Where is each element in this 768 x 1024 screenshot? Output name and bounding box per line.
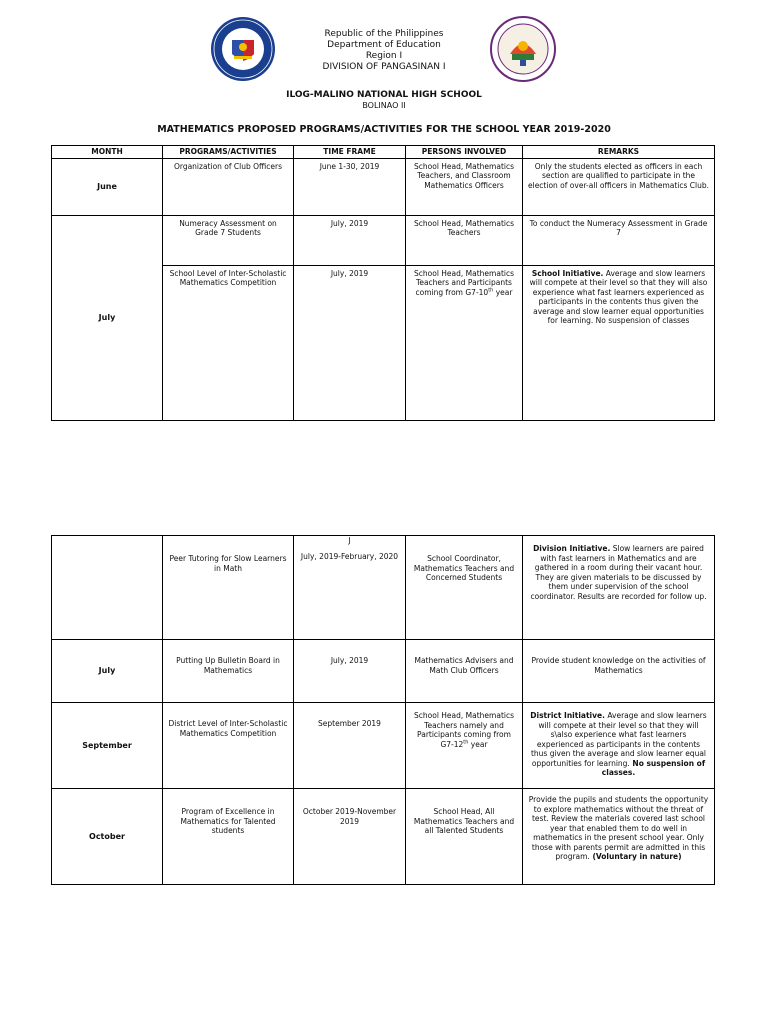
remarks-cell [523,265,715,420]
program-cell: Numeracy Assessment on Grade 7 Students [163,215,294,265]
remarks-cell [523,536,715,640]
program-cell: Peer Tutoring for Slow Learners in Math [163,536,294,640]
ordinal-suffix: th [463,739,469,745]
persons-cell: School Head, All Mathematics Teachers and all Talented Students [406,789,523,885]
persons-cell: School Head, Mathematics Teachers [406,215,523,265]
table-row [52,536,715,640]
persons-cell [406,265,523,420]
header-line-region: Region I [365,51,403,61]
school-name: ILOG-MALINO NATIONAL HIGH SCHOOL [286,90,482,100]
persons-text-end: year [493,287,513,297]
persons-cell: School Head, Mathematics Teachers, and Classroom Mathematics Officers [406,158,523,215]
remarks-bold-note: No suspension of classes. [601,758,706,777]
persons-cell [406,703,523,789]
programs-table-page1 [51,145,715,421]
initiative-label: District Initiative. [530,711,605,720]
initiative-label: Division Initiative. [533,544,611,553]
time-frame-cell: July, 2019 [294,640,406,703]
remarks-cell [523,789,715,885]
remarks-cell: To conduct the Numeracy Assessment in Grade 7 [523,215,715,265]
persons-cell: School Coordinator, Mathematics Teachers and Concerned Students [406,536,523,640]
document-title: MATHEMATICS PROPOSED PROGRAMS/ACTIVITIES FOR THE SCHOOL YEAR 2019-2020 [157,124,611,135]
month-cell: July [52,640,163,703]
program-cell: Putting Up Bulletin Board in Mathematics [163,640,294,703]
col-header-month: MONTH [52,146,163,159]
persons-cell: Mathematics Advisers and Math Club Officers [406,640,523,703]
program-cell: Program of Excellence in Mathematics for Talented students [163,789,294,885]
remarks-text: Average and slow learners will compete at their level so that they will also experience what fast learners experienced as participants in the contents thus given the average and slow learner equal opportunities for learning. No suspension of classes [529,268,708,325]
stray-mark: J [348,536,351,545]
remarks-text: Provide the pupils and students the opportunity to explore mathematics without the threat of test. Review the materials covered last school year that enabled them to do well in mathematics in the present school year. Only those with parents permit are admitted in this program. [528,795,709,861]
col-header-programs: PROGRAMS/ACTIVITIES [163,146,294,159]
persons-text-end: year [468,739,488,749]
time-frame-cell: June 1-30, 2019 [294,158,406,215]
remarks-text: Average and slow learners will compete at their level so that they will s\also experience what fast learners experienced as participants in the contents thus given the average and slow learner equal opportunities for learning. [530,711,707,768]
program-cell: School Level of Inter-Scholastic Mathematics Competition [163,265,294,420]
remarks-cell: Only the students elected as officers in each section are qualified to participate in the election of over-all officers in Mathematics Club. [523,158,715,215]
time-frame-cell: July, 2019 [294,265,406,420]
col-header-time-frame: TIME FRAME [294,146,406,159]
col-header-remarks: REMARKS [523,146,715,159]
table-row [52,215,715,265]
government-header [0,29,768,73]
persons-text: School Head, Mathematics Teachers and Participants coming from G7-10 [414,268,514,297]
persons-text: School Head, Mathematics Teachers namely and Participants coming from G7-12 [414,711,514,749]
header-line-division: DIVISION OF PANGASINAN I [322,62,446,72]
program-cell: District Level of Inter-Scholastic Mathematics Competition [163,703,294,789]
table-row [52,703,715,789]
month-cell: July [52,215,163,420]
time-frame-cell: July, 2019 [294,215,406,265]
school-district: BOLINAO II [362,101,406,110]
month-cell [52,536,163,640]
ordinal-suffix: th [488,287,494,293]
time-frame-cell: October 2019-November 2019 [294,789,406,885]
header-line-department: Department of Education [327,40,441,50]
time-frame-text: July, 2019-February, 2020 [300,551,399,561]
remarks-cell [523,703,715,789]
remarks-cell: Provide student knowledge on the activities of Mathematics [523,640,715,703]
initiative-label: School Initiative. [531,268,604,278]
month-cell: September [52,703,163,789]
table-header-row [52,146,715,159]
program-cell: Organization of Club Officers [163,158,294,215]
remarks-bold-note: (Voluntary in nature) [589,852,682,861]
table-row [52,158,715,215]
month-cell: October [52,789,163,885]
table-row [52,640,715,703]
time-frame-cell [294,536,406,640]
col-header-persons: PERSONS INVOLVED [406,146,523,159]
programs-table-page2 [51,535,715,885]
remarks-text: Slow learners are paired with fast learners in Mathematics and are gathered in a room during their vacant hour. They are given materials to be discussed by them under supervision of the school coordinator. Results are recorded for follow up. [530,544,707,601]
table-row [52,789,715,885]
header-line-republic: Republic of the Philippines [324,29,444,39]
time-frame-cell: September 2019 [294,703,406,789]
month-cell: June [52,158,163,215]
